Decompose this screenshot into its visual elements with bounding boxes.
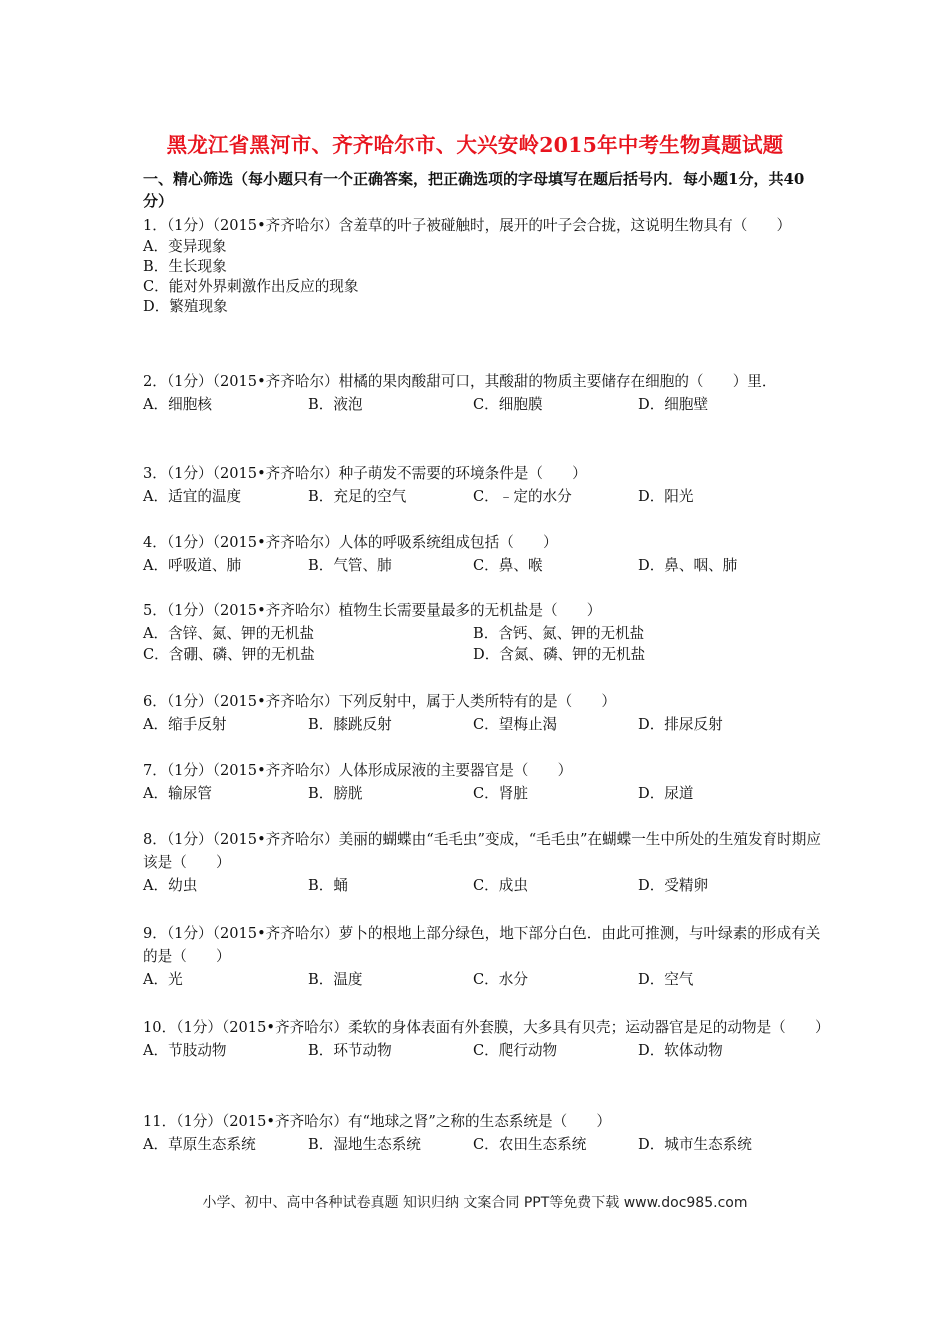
option-b: B．液泡	[308, 396, 363, 413]
option-c: C．含硼、磷、钾的无机盐	[143, 646, 315, 663]
option-b: B．膀胱	[308, 785, 363, 802]
question-stem: 6．（1分）（2015•齐齐哈尔）下列反射中，属于人类所特有的是（ ）	[143, 693, 616, 710]
option-d: D．含氮、磷、钾的无机盐	[473, 646, 646, 663]
option-b: B．含钙、氮、钾的无机盐	[473, 625, 645, 642]
option-c: C．鼻、喉	[473, 557, 543, 574]
question-2	[143, 370, 823, 414]
question-11	[143, 1110, 823, 1154]
question-stem: 5．（1分）（2015•齐齐哈尔）植物生长需要量最多的无机盐是（ ）	[143, 602, 602, 619]
option-d: D．城市生态系统	[638, 1136, 752, 1153]
option-d: D．受精卵	[638, 877, 709, 894]
option-a: A．适宜的温度	[143, 488, 242, 505]
option-c: C．肾脏	[473, 785, 528, 802]
option-c: C．爬行动物	[473, 1042, 558, 1059]
question-stem: 3．（1分）（2015•齐齐哈尔）种子萌发不需要的环境条件是（ ）	[143, 465, 587, 482]
question-6	[143, 690, 823, 734]
question-stem: 10．（1分）（2015•齐齐哈尔）柔软的身体表面有外套膜，大多具有贝壳；运动器官是足的动物是（ ）	[143, 1019, 830, 1036]
option-b: B．蛹	[308, 877, 348, 894]
option-d: D．细胞壁	[638, 396, 709, 413]
option-b: B．充足的空气	[308, 488, 407, 505]
option-a: A．光	[143, 971, 183, 988]
question-stem: 8．（1分）（2015•齐齐哈尔）美丽的蝴蝶由“毛毛虫”变成，“毛毛虫”在蝴蝶一生中所处的生殖发育时期应该是（ ）	[143, 831, 821, 871]
option-a: A．细胞核	[143, 396, 212, 413]
option-d: D．软体动物	[638, 1042, 723, 1059]
document-title: 黑龙江省黑河市、齐齐哈尔市、大兴安岭2015年中考生物真题试题	[166, 133, 784, 157]
option-a: A．呼吸道、肺	[143, 557, 242, 574]
question-stem: 7．（1分）（2015•齐齐哈尔）人体形成尿液的主要器官是（ ）	[143, 762, 573, 779]
option-b: B．生长现象	[143, 258, 227, 275]
option-c: C．能对外界刺激作出反应的现象	[143, 278, 359, 295]
question-stem: 9．（1分）（2015•齐齐哈尔）萝卜的根地上部分绿色，地下部分白色．由此可推测，与叶绿素的形成有关的是（ ）	[143, 925, 821, 965]
question-5	[143, 599, 823, 664]
option-a: A．变异现象	[143, 238, 227, 255]
question-4	[143, 531, 823, 575]
option-a: A．含锌、氮、钾的无机盐	[143, 625, 315, 642]
option-b: B．温度	[308, 971, 363, 988]
option-c: C．水分	[473, 971, 528, 988]
option-b: B．湿地生态系统	[308, 1136, 421, 1153]
option-d: D．空气	[638, 971, 694, 988]
question-7	[143, 759, 823, 803]
question-3	[143, 462, 823, 506]
option-a: A．节肢动物	[143, 1042, 227, 1059]
option-d: D．繁殖现象	[143, 298, 228, 315]
section-heading: 一、精心筛选（每小题只有一个正确答案，把正确选项的字母填写在题后括号内．每小题1分，共40分）	[143, 170, 805, 210]
option-c: C．﹣定的水分	[473, 488, 572, 505]
option-c: C．望梅止渴	[473, 716, 558, 733]
question-8	[143, 828, 823, 895]
option-d: D．鼻、咽、肺	[638, 557, 738, 574]
option-a: A．草原生态系统	[143, 1136, 256, 1153]
question-10	[143, 1016, 830, 1060]
option-a: A．输尿管	[143, 785, 212, 802]
question-stem: 4．（1分）（2015•齐齐哈尔）人体的呼吸系统组成包括（ ）	[143, 534, 558, 551]
question-stem: 1．（1分）（2015•齐齐哈尔）含羞草的叶子被碰触时，展开的叶子会合拢，这说明生物具有（ ）	[143, 217, 792, 234]
option-d: D．阳光	[638, 488, 694, 505]
option-c: C．成虫	[473, 877, 528, 894]
question-stem: 2．（1分）（2015•齐齐哈尔）柑橘的果肉酸甜可口，其酸甜的物质主要储存在细胞的（ ）里．	[143, 373, 777, 390]
question-stem: 11．（1分）（2015•齐齐哈尔）有“地球之肾”之称的生态系统是（ ）	[143, 1113, 611, 1130]
option-d: D．排尿反射	[638, 716, 723, 733]
option-c: C．细胞膜	[473, 396, 543, 413]
question-1	[143, 214, 823, 317]
option-d: D．尿道	[638, 785, 694, 802]
question-9	[143, 922, 823, 989]
page-footer: 小学、初中、高中各种试卷真题 知识归纳 文案合同 PPT等免费下载 www.doc985.com	[202, 1195, 748, 1211]
option-b: B．气管、肺	[308, 557, 392, 574]
option-a: A．缩手反射	[143, 716, 227, 733]
option-b: B．膝跳反射	[308, 716, 392, 733]
option-a: A．幼虫	[143, 877, 198, 894]
option-c: C．农田生态系统	[473, 1136, 587, 1153]
option-b: B．环节动物	[308, 1042, 392, 1059]
